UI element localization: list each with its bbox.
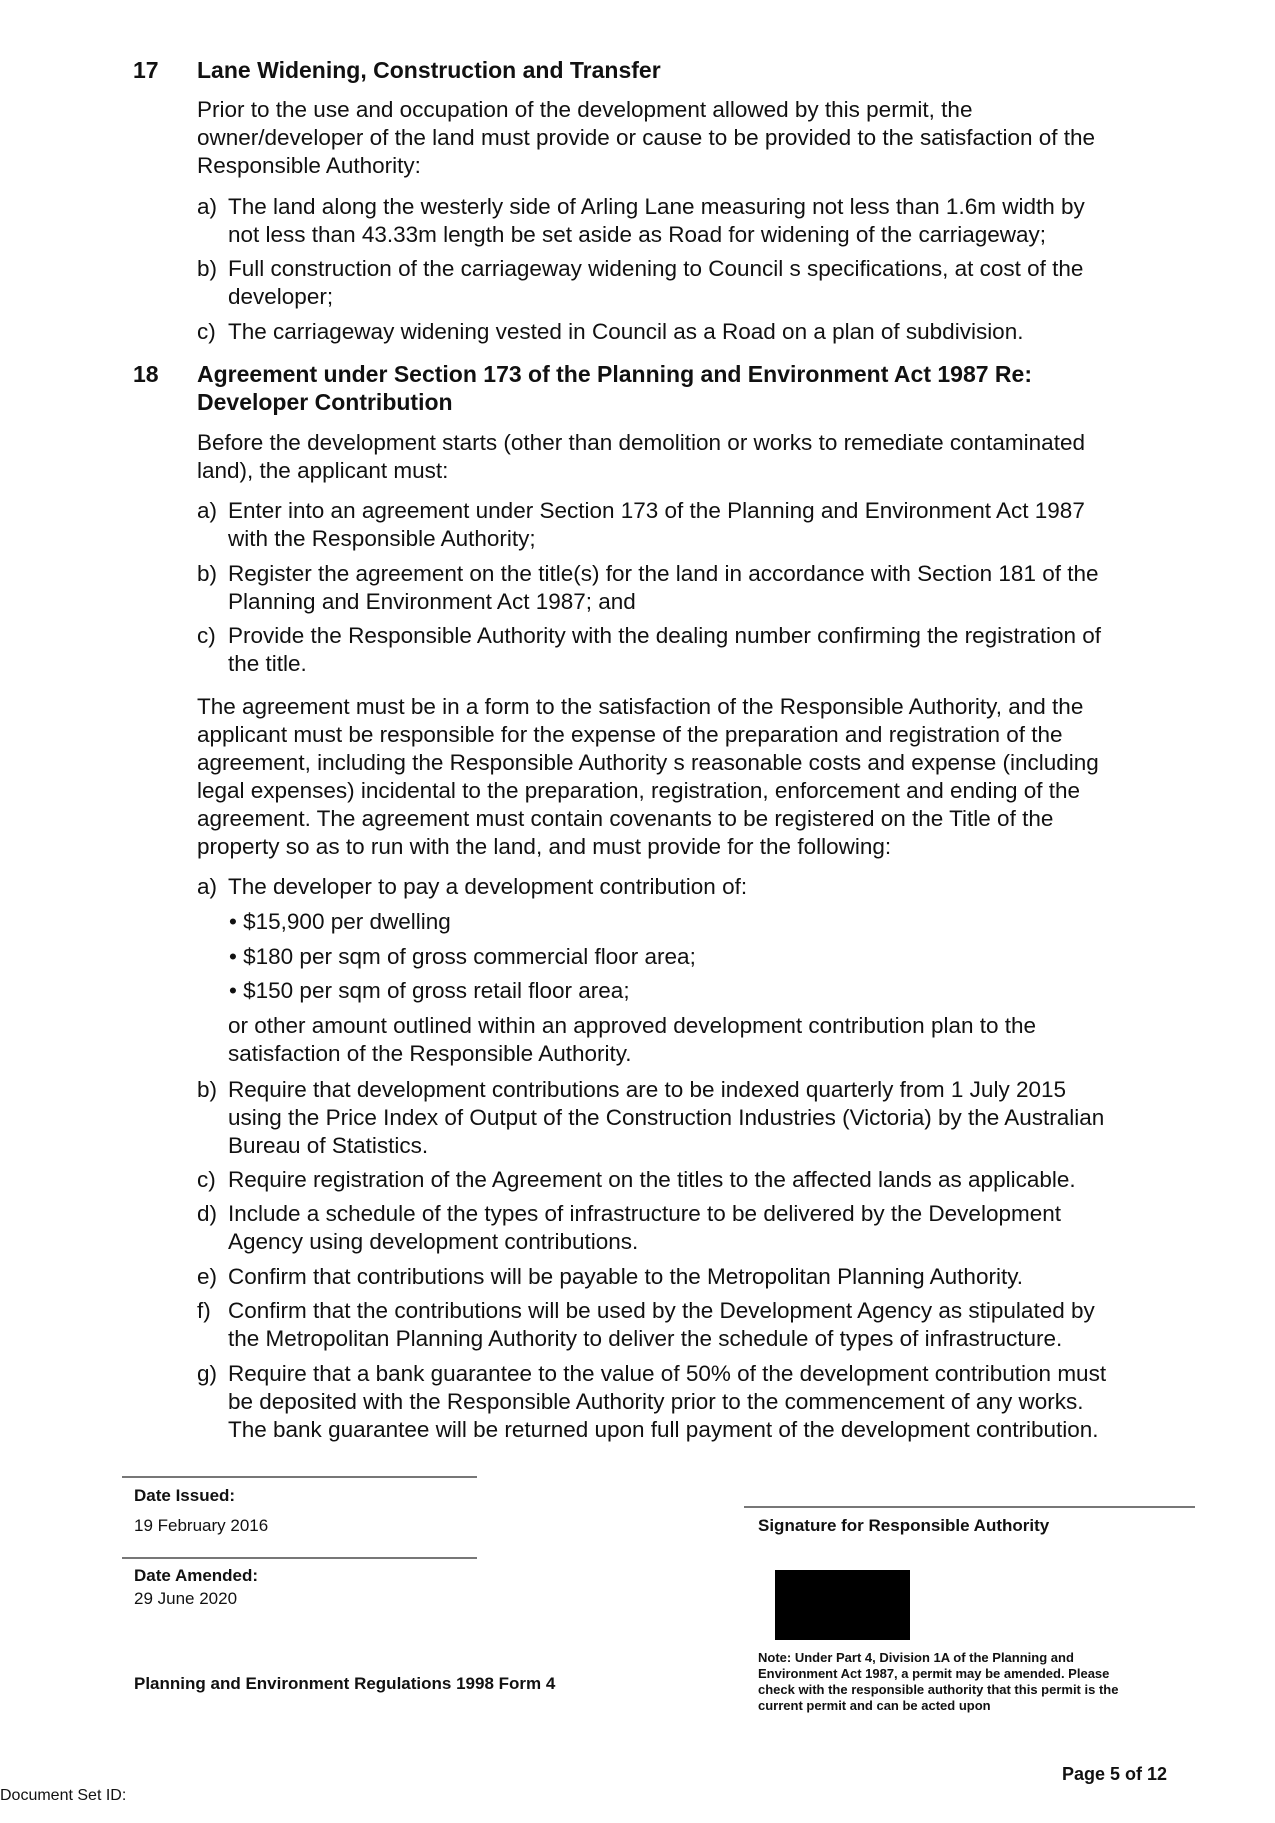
page-number: Page 5 of 12 [1062, 1764, 1168, 1784]
intro-paragraph: Before the development starts (other than demolition or works to remediate contaminated land), the applicant must: [197, 430, 1085, 483]
covenant-a-continuation: or other amount outlined within an approved development contribution plan to the satisfaction of the Responsible Authority. [228, 1013, 1037, 1066]
document-set-id: Document Set ID: [0, 1787, 127, 1804]
bullet-item: • $150 per sqm of gross retail floor area; [229, 978, 630, 1003]
signature-label: Signature for Responsible Authority [758, 1516, 1050, 1535]
form-reference: Planning and Environment Regulations 1998 Form 4 [134, 1674, 556, 1693]
date-issued-label: Date Issued: [134, 1486, 236, 1505]
condition-title: Agreement under Section 173 of the Planning and Environment Act 1987 Re: Developer Contribution [197, 361, 1032, 415]
redacted-signature [775, 1570, 910, 1640]
agreement-paragraph: The agreement must be in a form to the satisfaction of the Responsible Authority, and the applicant must be responsible for the expense of the preparation and registration of the agreement, including the Responsible Authority s reasonable costs and expense (including legal expenses) incidental to the preparation, registration, enforcement and ending of the agreement. The agreement must contain covenants to be registered on the Title of the property so as to run with the land, and must provide for the following: [197, 694, 1099, 859]
divider [122, 1476, 477, 1478]
divider [122, 1557, 477, 1559]
bullet-item: • $15,900 per dwelling [229, 909, 451, 934]
date-issued-value: 19 February 2016 [134, 1516, 269, 1535]
condition-title: Lane Widening, Construction and Transfer [197, 57, 661, 83]
permit-page: 17 Lane Widening, Construction and Transfer Prior to the use and occupation of the development allowed by this permit, the owner/developer of the land must provide or cause to be provided to the satisfaction of the Responsible Authority: a) The land along the westerly side of Arling Lane measuring not less than 1.6m width by not less than 43.33m length be set aside as Road for widening of the carriageway; b) Full construction of the carriageway widening to Council s specifications, at cost of the developer; c) The carriageway widening vested in Council as a Road on a plan of subdivision. 18 Agreement under Section 173 of the Planning and Environment Act 1987 Re: Developer Contribution Before the development starts (other than demolition or works to remediate contaminated land), the applicant must: a) Enter into an agreement under Section 173 of the Planning and Environment Act 1987 with the Responsible Authority; b) Register the agreement on the title(s) for the land in accordance with Section 181 of the Planning and Environment Act 1987; and c) Provide the Responsible Authority with the dealing number confirming the registration of the title. The agreement must be in a form to the satisfaction of the Responsible Authority, and the applicant must be responsible for the expense of the preparation and registration of the agreement, including the Responsible Authority s reasonable costs and expense (including legal expenses) incidental to the preparation, registration, enforcement and ending of the agreement. The agreement must contain covenants to be registered on the Title of the property so as to run with the land, and must provide for the following: a) The developer to pay a development contribution of: • $15,900 per dwelling • $180 per sqm of gross commercial floor area; • $150 per sqm of gross retail floor area; or other amount outlined within an approved development contribution plan to the satisfaction of the Responsible Authority. b) Require that development contributions are to be indexed quarterly from 1 July 2015 using the Price Index of Output of the Construction Industries (Victoria) by the Australian Bureau of Statistics. c) Require registration of the Agreement on the titles to the affected lands as applicable. d) Include a schedule of the types of infrastructure to be delivered by the Development Agency using development contributions. e) Confirm that contributions will be payable to the Metropolitan Planning Authority. f) Confirm that the contributions will be used by the Development Agency as stipulated by the Metropolitan Planning Authority to deliver the schedule of types of infrastructure. g) Require that a bank guarantee to the value of 50% of the development contribution must be deposited with the Responsible Authority prior to the commencement of any works. The bank guarantee will be returned upon full payment of the development contribution. Date Issued: 19 February 2016 Date Amended: 29 June 2020 Planning and Environment Regulations 1998 Form 4 Signature for Responsible Authority Note: Under Part 4, Division 1A of the Planning and Environment Act 1987, a permit may be amended. Please check with the responsible authority that this permit is the current permit and can be acted upon Page 5 of 12 Document Set ID: [0, 0, 1275, 1823]
condition-number: 18 [133, 361, 159, 387]
divider [744, 1506, 1195, 1508]
amendment-note: Note: Under Part 4, Division 1A of the Planning and Environment Act 1987, a permit may be amended. Please check with the responsible authority that this permit is the current permit and can be acted upon [758, 1650, 1119, 1713]
date-amended-label: Date Amended: [134, 1566, 259, 1585]
condition-number: 17 [133, 57, 159, 83]
intro-paragraph: Prior to the use and occupation of the development allowed by this permit, the owner/developer of the land must provide or cause to be provided to the satisfaction of the Responsible Authority: [197, 97, 1096, 178]
date-amended-value: 29 June 2020 [134, 1589, 238, 1608]
bullet-item: • $180 per sqm of gross commercial floor area; [229, 944, 696, 969]
